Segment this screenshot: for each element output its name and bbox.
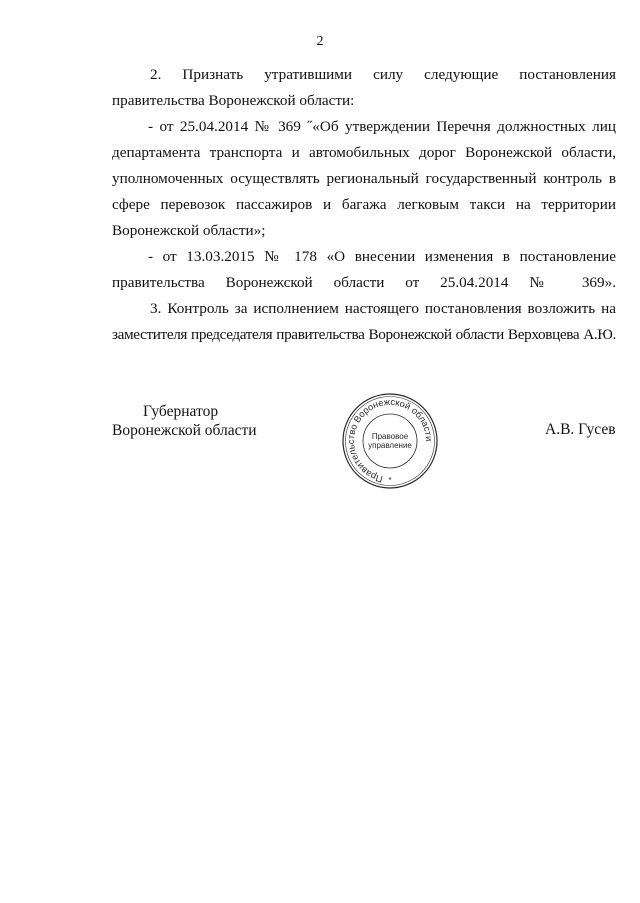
item-2-line-2: правительства Воронежской области: — [112, 92, 355, 109]
signatory-title-line-1: Губернатор — [143, 403, 219, 420]
subitem-2-line-1: - от 13.03.2015 № 178 «О внесении изменения в постановление — [148, 248, 616, 265]
subitem-2-paragraph — [112, 244, 616, 296]
seal-center-line-2: управление — [368, 441, 412, 450]
subitem-2-line-2: правительства Воронежской области от 25.04.2014 № 369». — [112, 274, 616, 291]
item-2-word: Признать — [182, 66, 244, 83]
item-2-word: силу — [373, 66, 404, 83]
signatory-title-line-2: Воронежской области — [112, 422, 257, 439]
official-seal — [340, 391, 440, 491]
subitem-1-line-4: сфере перевозок пассажиров и багажа легковым такси на территории — [112, 196, 616, 213]
item-3-paragraph — [112, 296, 616, 348]
subitem-1-paragraph — [112, 114, 616, 244]
item-2-word: следующие — [424, 66, 499, 83]
item-3-line-2: заместителя председателя правительства Воронежской области Верховцева А.Ю. — [112, 326, 616, 343]
subitem-1-line-2: департамента транспорта и автомобильных дорог Воронежской области, — [112, 144, 616, 161]
signatory-name: А.В. Гусев — [545, 421, 616, 438]
subitem-1-line-1: - от 25.04.2014 № 369 ˝«Об утверждении Перечня должностных лиц — [148, 118, 616, 135]
item-3-line-1: 3. Контроль за исполнением настоящего постановления возложить на — [150, 300, 616, 317]
seal-star: * — [388, 476, 392, 485]
item-2-paragraph — [112, 62, 616, 114]
seal-center-line-1: Правовое — [371, 432, 409, 441]
subitem-1-line-3: уполномоченных осуществлять региональный государственный контроль в — [112, 170, 616, 187]
item-2-word: утратившими — [264, 66, 353, 83]
seal-ring-text: Правительство Воронежской области — [345, 396, 435, 485]
item-2-number: 2. — [150, 66, 162, 83]
page-number: 2 — [316, 34, 324, 49]
item-2-word: постановления — [519, 66, 616, 83]
subitem-1-line-5: Воронежской области»; — [112, 222, 266, 239]
item-2-line-1 — [112, 62, 616, 88]
